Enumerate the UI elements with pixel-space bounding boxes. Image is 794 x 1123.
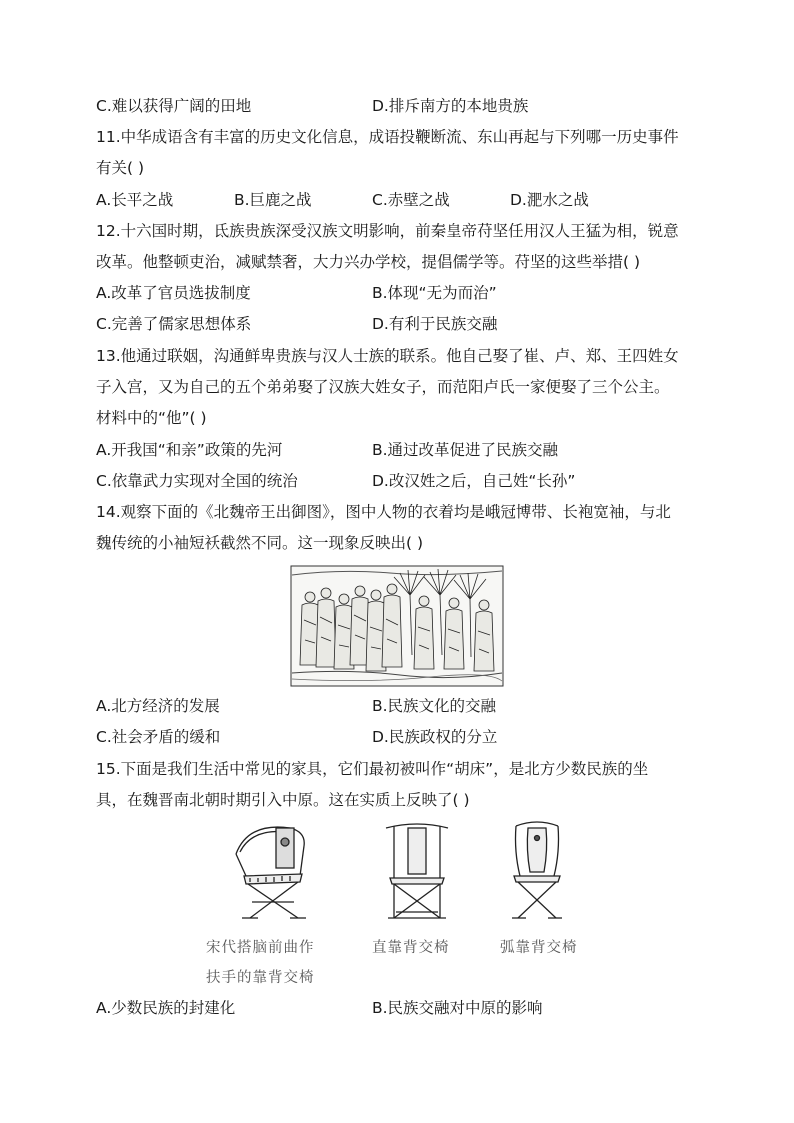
q13-stem-line-1: 13.他通过联姻，沟通鲜卑贵族与汉人士族的联系。他自己娶了崔、卢、郑、王四姓女 [96, 347, 679, 365]
q15-option-b: B.民族交融对中原的影响 [372, 999, 543, 1017]
q11-stem-line-1: 11.中华成语含有丰富的历史文化信息，成语投鞭断流、东山再起与下列哪一历史事件 [96, 128, 679, 146]
q10-option-d: D.排斥南方的本地贵族 [372, 97, 529, 115]
q12-option-d: D.有利于民族交融 [372, 315, 498, 333]
q11-option-b: B.巨鹿之战 [234, 191, 312, 209]
straight-back-folding-chair-illustration [382, 818, 452, 926]
q13-stem-line-3: 材料中的“他”( ) [96, 409, 207, 427]
q12-stem-line-1: 12.十六国时期，氐族贵族深受汉族文明影响，前秦皇帝苻坚任用汉人王猛为相，锐意 [96, 222, 679, 240]
q14-option-d: D.民族政权的分立 [372, 728, 498, 746]
song-dynasty-armchair-illustration [228, 818, 318, 926]
chair-caption-3: 弧靠背交椅 [500, 940, 578, 956]
q13-option-d: D.改汉姓之后，自己姓“长孙” [372, 472, 576, 490]
northern-wei-emperor-procession-image [290, 565, 504, 687]
q15-stem-line-1: 15.下面是我们生活中常见的家具，它们最初被叫作“胡床”，是北方少数民族的坐 [96, 760, 649, 778]
q10-option-c: C.难以获得广阔的田地 [96, 97, 252, 115]
q11-option-c: C.赤壁之战 [372, 191, 450, 209]
q12-stem-line-2: 改革。他整顿吏治，减赋禁奢，大力兴办学校，提倡儒学等。苻坚的这些举措( ) [96, 253, 641, 271]
q12-option-a: A.改革了官员选拔制度 [96, 284, 251, 302]
q12-option-b: B.体现“无为而治” [372, 284, 497, 302]
q11-option-d: D.淝水之战 [510, 191, 589, 209]
q11-option-a: A.长平之战 [96, 191, 174, 209]
q14-option-c: C.社会矛盾的缓和 [96, 728, 221, 746]
q13-option-b: B.通过改革促进了民族交融 [372, 441, 559, 459]
curved-back-folding-chair-illustration [504, 818, 570, 926]
q14-option-b: B.民族文化的交融 [372, 697, 497, 715]
q13-option-c: C.依靠武力实现对全国的统治 [96, 472, 298, 490]
chair-caption-1-line-2: 扶手的靠背交椅 [206, 970, 315, 986]
q14-stem-line-2: 魏传统的小袖短袄截然不同。这一现象反映出( ) [96, 534, 424, 552]
q14-stem-line-1: 14.观察下面的《北魏帝王出御图》，图中人物的衣着均是峨冠博带、长袍宽袖，与北 [96, 503, 671, 521]
q14-option-a: A.北方经济的发展 [96, 697, 220, 715]
q13-stem-line-2: 子入宫，又为自己的五个弟弟娶了汉族大姓女子，而范阳卢氏一家便娶了三个公主。 [96, 378, 670, 396]
q11-stem-line-2: 有关( ) [96, 159, 145, 177]
chair-caption-1-line-1: 宋代搭脑前曲作 [206, 940, 315, 956]
q15-stem-line-2: 具，在魏晋南北朝时期引入中原。这在实质上反映了( ) [96, 791, 470, 809]
q13-option-a: A.开我国“和亲”政策的先河 [96, 441, 283, 459]
q12-option-c: C.完善了儒家思想体系 [96, 315, 252, 333]
chair-caption-2: 直靠背交椅 [372, 940, 450, 956]
q15-option-a: A.少数民族的封建化 [96, 999, 236, 1017]
